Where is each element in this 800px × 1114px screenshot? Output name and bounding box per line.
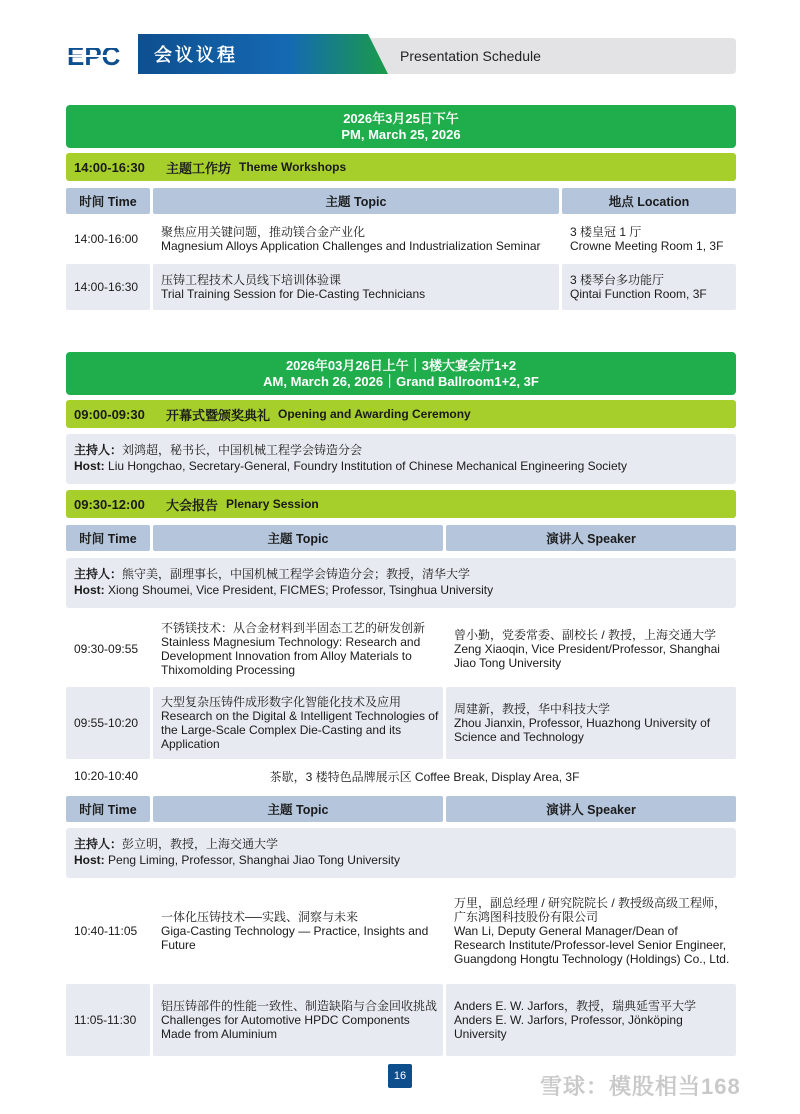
coffee-break-row: 10:20-10:40 茶歇，3 楼特色品牌展示区 Coffee Break, Display Area, 3F bbox=[74, 769, 580, 784]
table-row: 14:00-16:30 压铸工程技术人员线下培训体验课 Trial Training Session for Die-Casting Technicians 3 楼琴台多功能厅 Qintai Function Room, 3F bbox=[66, 264, 736, 310]
page-number: 16 bbox=[388, 1064, 412, 1088]
day1-session-bar: 14:00-16:30 主题工作坊 Theme Workshops bbox=[66, 153, 736, 181]
table-row: 14:00-16:00 聚焦应用关键问题，推动镁合金产业化 Magnesium Alloys Application Challenges and Industrialization Seminar 3 楼皇冠 1 厅 Crowne Meeting Room 1, 3F bbox=[66, 217, 736, 261]
day2-session1-bar: 09:00-09:30 开幕式暨颁奖典礼 Opening and Awarding Ceremony bbox=[66, 400, 736, 428]
day2-banner: 2026年03月26日上午｜3楼大宴会厅1+2 AM, March 26, 2026｜Grand Ballroom1+2, 3F bbox=[66, 352, 736, 395]
col-speaker: 演讲人 Speaker bbox=[446, 525, 736, 551]
col-time: 时间 Time bbox=[66, 525, 150, 551]
table-row: 09:55-10:20 大型复杂压铸件成形数字化智能化技术及应用 Research on the Digital & Intelligent Technologies of the Large-Scale Complex Die-Casting and its Application 周建新，教授，华中科技大学 Zhou Jianxin, Professor, Huazhong University of Science and Technology bbox=[66, 687, 736, 759]
host-block: 主持人：彭立明，教授，上海交通大学 Host: Peng Liming, Professor, Shanghai Jiao Tong University bbox=[66, 828, 736, 878]
day1-table-header bbox=[66, 188, 736, 214]
col-time: 时间 Time bbox=[66, 188, 150, 214]
table-row: 09:30-09:55 不锈镁技术：从合金材料到半固态工艺的研发创新 Stainless Magnesium Technology: Research and Development Innovation from Alloy Materials to Thixomolding Processing 曾小勤，党委常委、副校长 / 教授，上海交通大学 Zeng Xiaoqin, Vice President/Professor, Shanghai Jiao Tong University bbox=[66, 616, 736, 682]
col-topic: 主题 Topic bbox=[153, 525, 443, 551]
col-time: 时间 Time bbox=[66, 796, 150, 822]
day2-session2-bar: 09:30-12:00 大会报告 Plenary Session bbox=[66, 490, 736, 518]
table-row: 10:40-11:05 一体化压铸技术──实践、洞察与未来 Giga-Casting Technology — Practice, Insights and Future 万里，副总经理 / 研究院院长 / 教授级高级工程师，广东鸿图科技股份有限公司 Wan Li, Deputy General Manager/Dean of Research Institute/Professor-level Senior Engineer, Guangdong Hongtu Technology (Holdings) Co., Ltd. bbox=[66, 884, 736, 978]
watermark: 雪球：模股相当168 bbox=[540, 1074, 741, 1099]
header-title-cn: 会议议程 bbox=[154, 45, 238, 65]
col-location: 地点 Location bbox=[562, 188, 736, 214]
epc-logo bbox=[64, 34, 120, 74]
svg-text:EPC: EPC bbox=[67, 41, 120, 71]
table-row: 11:05-11:30 铝压铸部件的性能一致性、制造缺陷与合金回收挑战 Challenges for Automotive HPDC Components Made from Aluminium Anders E. W. Jarfors，教授，瑞典延雪平大学 Anders E. W. Jarfors, Professor, Jönköping University bbox=[66, 984, 736, 1056]
col-topic: 主题 Topic bbox=[153, 796, 443, 822]
page-header bbox=[60, 30, 736, 76]
host-block: 主持人：刘鸿超，秘书长，中国机械工程学会铸造分会 Host: Liu Hongchao, Secretary-General, Foundry Institution of Chinese Mechanical Engineering Society bbox=[66, 434, 736, 484]
col-speaker: 演讲人 Speaker bbox=[446, 796, 736, 822]
header-title-en: Presentation Schedule bbox=[400, 48, 541, 64]
day2-table-header bbox=[66, 525, 736, 551]
col-topic: 主题 Topic bbox=[153, 188, 559, 214]
day2-table-header-2 bbox=[66, 796, 736, 822]
day1-banner: 2026年3月25日下午 PM, March 25, 2026 bbox=[66, 105, 736, 148]
host-block: 主持人：熊守美，副理事长，中国机械工程学会铸造分会；教授，清华大学 Host: Xiong Shoumei, Vice President, FICMES; Professor, Tsinghua University bbox=[66, 558, 736, 608]
